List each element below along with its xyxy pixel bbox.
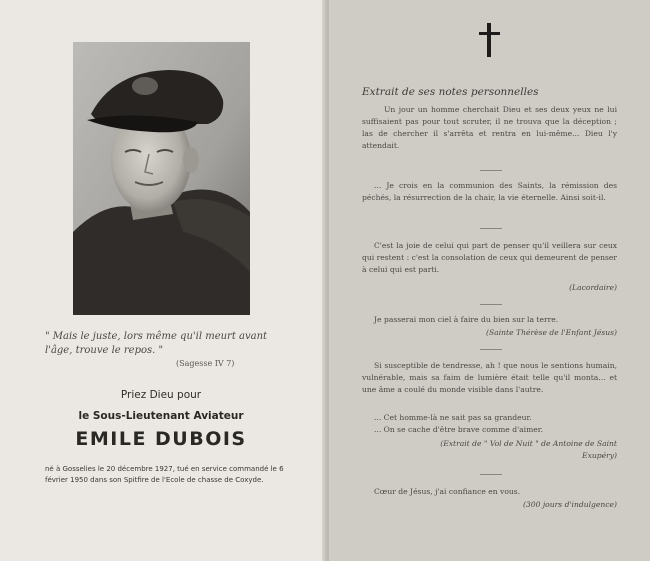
note-paragraph-5-line-a: ... Cet homme-là ne sait pas sa grandeur. — [374, 413, 532, 422]
note-paragraph-5: Si susceptible de tendresse, ah ! que nous le sentions humain, vulnérable, mais sa faim de lumière était telle qu'il monta... et une âme a coulé du monde visible dans l'autre. — [362, 361, 617, 394]
cross-icon — [478, 23, 502, 57]
bible-quote-reference: (Sagesse IV 7) — [176, 359, 235, 368]
notes-heading: Extrait de ses notes personnelles — [362, 86, 539, 98]
right-panel — [328, 0, 650, 561]
note-paragraph-5-reference: (Extrait de " Vol de Nuit " de Antoine de Saint Exupéry) — [440, 439, 617, 460]
separator — [480, 304, 502, 305]
pray-line: Priez Dieu pour — [120, 389, 202, 401]
biography-text: né à Gosselies le 20 décembre 1927, tué en service commandé le 6 février 1950 dans son Spitfire de l'Ecole de chasse de Coxyde. — [45, 465, 284, 484]
note-paragraph-4-reference: (Sainte Thérèse de l'Enfant Jésus) — [486, 328, 617, 337]
note-paragraph-3: C'est la joie de celui qui part de penser qu'il veillera sur ceux qui restent : c'est la consolation de ceux qui demeurent de penser à celui qui est parti. — [362, 241, 617, 274]
note-paragraph-3-reference: (Lacordaire) — [569, 283, 617, 292]
deceased-name: EMILE DUBOIS — [75, 428, 247, 450]
rank-title: le Sous-Lieutenant Aviateur — [78, 410, 244, 422]
portrait-image — [73, 42, 250, 315]
note-paragraph-1: Un jour un homme cherchait Dieu et ses deux yeux ne lui suffisaient pas pour tout scruter, il ne trouva que la déception ; las de chercher il s'arrêta et rentra en lui-même... Dieu l'y attendait. — [362, 105, 617, 150]
note-paragraph-5-line-b: ... On se cache d'être brave comme d'aimer. — [374, 425, 544, 434]
note-paragraph-2: ... Je crois en la communion des Saints, la rémission des péchés, la résurrection de la chair, la vie éternelle. Ainsi soit-il. — [362, 181, 617, 202]
separator — [480, 349, 502, 350]
note-paragraph-6-reference: (300 jours d'indulgence) — [522, 500, 617, 509]
note-paragraph-4: Je passerai mon ciel à faire du bien sur la terre. — [374, 315, 559, 324]
separator — [480, 170, 502, 171]
bible-quote: " Mais le juste, lors même qu'il meurt avant l'âge, trouve le repos. " — [45, 331, 268, 356]
portrait-photo — [73, 42, 250, 315]
note-paragraph-6: Cœur de Jésus, j'ai confiance en vous. — [374, 487, 521, 496]
separator — [480, 474, 502, 475]
left-panel — [0, 0, 322, 561]
separator — [480, 228, 502, 229]
